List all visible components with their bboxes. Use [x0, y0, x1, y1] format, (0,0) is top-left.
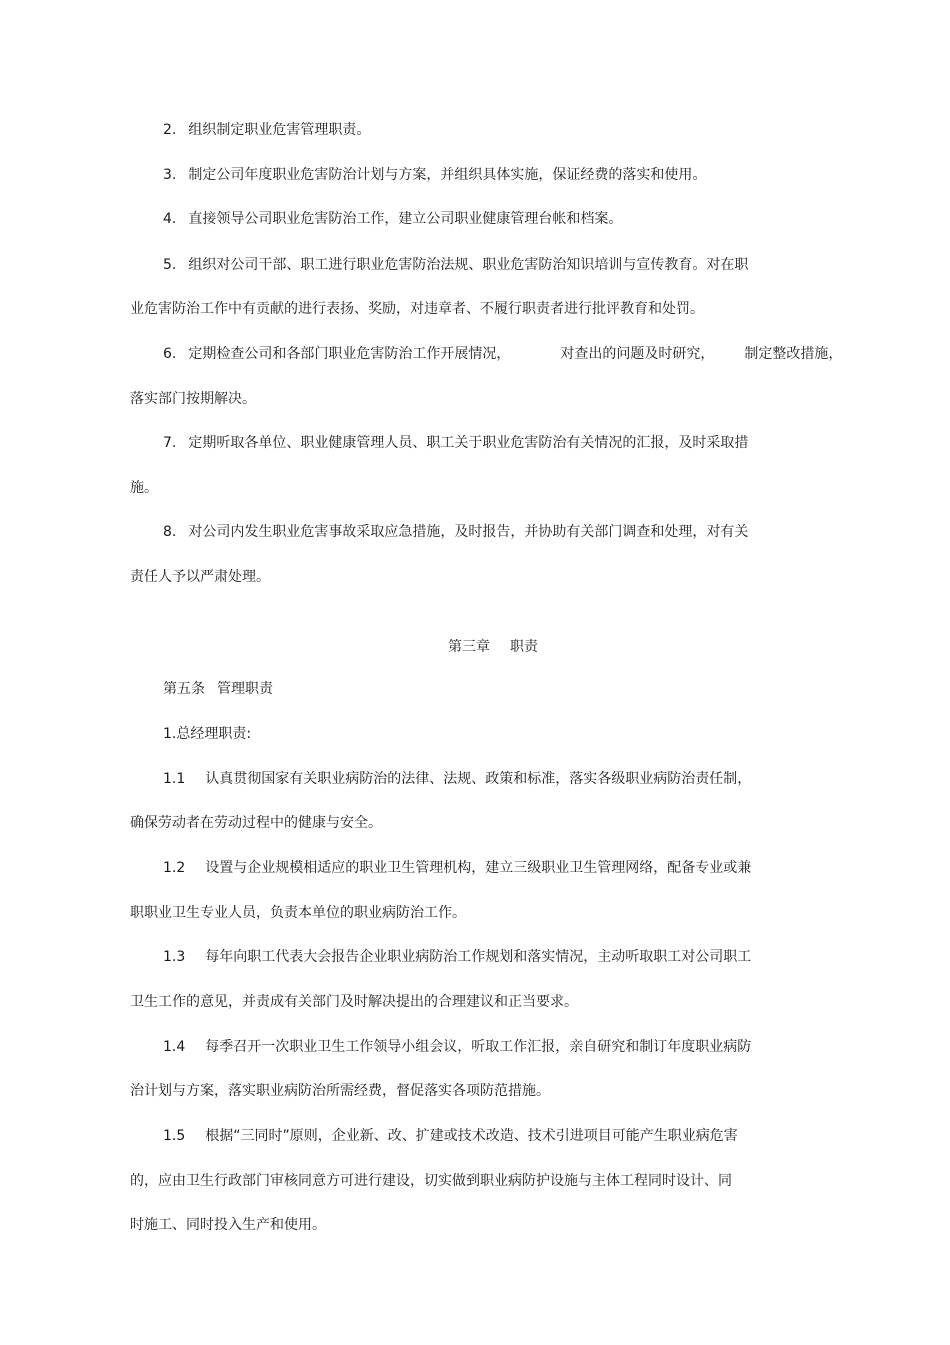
- list-item-continuation: 责任人予以严肃处理。: [130, 569, 270, 585]
- item-number: 1.5: [163, 1128, 186, 1144]
- list-item-continuation: 职职业卫生专业人员，负责本单位的职业病防治工作。: [130, 905, 466, 921]
- item-text: 每季召开一次职业卫生工作领导小组会议，听取工作汇报，亲自研究和制订年度职业病防: [205, 1039, 752, 1055]
- list-item-continuation: 时施工、同时投入生产和使用。: [130, 1217, 326, 1233]
- item-number: 4.: [163, 211, 177, 227]
- list-item-continuation: 的，应由卫生行政部门审核同意方可进行建设，切实做到职业病防护设施与主体工程同时设计、同: [130, 1173, 732, 1189]
- chapter-label: 第三章: [448, 639, 490, 655]
- list-item: [163, 522, 748, 542]
- list-item: [163, 120, 370, 140]
- item-number: 1.4: [163, 1039, 186, 1055]
- item-number: 2.: [163, 122, 177, 138]
- list-item-continuation: 治计划与方案，落实职业病防治所需经费，督促落实各项防范措施。: [130, 1083, 550, 1099]
- chapter-heading: [448, 637, 538, 657]
- article-title: 管理职责: [217, 681, 273, 697]
- list-item: [163, 255, 748, 275]
- item-number: 3.: [163, 167, 177, 183]
- item-text: 对查出的问题及时研究，: [560, 346, 715, 362]
- list-item-continuation: 落实部门按期解决。: [130, 391, 256, 407]
- item-number: 6.: [163, 346, 177, 362]
- item-text: 对公司内发生职业危害事故采取应急措施，及时报告，并协助有关部门调查和处理，对有关: [188, 524, 749, 540]
- list-item: [163, 165, 706, 185]
- list-item: [163, 858, 751, 878]
- list-item: [163, 769, 751, 789]
- article-label: 第五条: [163, 681, 205, 697]
- item-number: 1.2: [163, 860, 186, 876]
- article-heading: [163, 679, 273, 699]
- item-text: 认真贯彻国家有关职业病防治的法律、法规、政策和标准，落实各级职业病防治责任制，: [205, 771, 752, 787]
- item-text: 定期听取各单位、职业健康管理人员、职工关于职业危害防治有关情况的汇报，及时采取措: [188, 435, 749, 451]
- item-number: 8.: [163, 524, 177, 540]
- list-item-continuation: 卫生工作的意见，并责成有关部门及时解决提出的合理建议和正当要求。: [130, 994, 578, 1010]
- list-item-continuation: 业危害防治工作中有贡献的进行表扬、奖励，对违章者、不履行职责者进行批评教育和处罚。: [130, 301, 704, 317]
- item-text: 每年向职工代表大会报告企业职业病防治工作规划和落实情况，主动听取职工对公司职工: [205, 949, 752, 965]
- list-item: [163, 1126, 738, 1146]
- list-item-continuation: 确保劳动者在劳动过程中的健康与安全。: [130, 815, 382, 831]
- item-text: 定期检查公司和各部门职业危害防治工作开展情况，: [188, 346, 511, 362]
- list-item: [163, 209, 622, 229]
- item-text: 制定整改措施，: [744, 346, 843, 362]
- item-text: 组织对公司干部、职工进行职业危害防治法规、职业危害防治知识培训与宣传教育。对在职: [188, 257, 749, 273]
- section-heading: [163, 724, 251, 744]
- chapter-title: 职责: [510, 639, 538, 655]
- list-item: [163, 344, 842, 364]
- section-title: 总经理职责:: [176, 726, 252, 742]
- list-item-continuation: 施。: [130, 480, 158, 496]
- item-number: 1.3: [163, 949, 186, 965]
- item-text: 制定公司年度职业危害防治计划与方案，并组织具体实施，保证经费的落实和使用。: [188, 167, 707, 183]
- section-number: 1.: [163, 726, 177, 742]
- list-item: [163, 1037, 751, 1057]
- item-text: 直接领导公司职业危害防治工作，建立公司职业健康管理台帐和档案。: [188, 211, 623, 227]
- item-text: 根据“三同时”原则，企业新、改、扩建或技术改造、技术引进项目可能产生职业病危害: [205, 1128, 738, 1144]
- item-number: 5.: [163, 257, 177, 273]
- list-item: [163, 433, 748, 453]
- item-text: 组织制定职业危害管理职责。: [188, 122, 371, 138]
- item-number: 7.: [163, 435, 177, 451]
- item-number: 1.1: [163, 771, 186, 787]
- item-text: 设置与企业规模相适应的职业卫生管理机构，建立三级职业卫生管理网络，配备专业或兼: [205, 860, 752, 876]
- list-item: [163, 947, 751, 967]
